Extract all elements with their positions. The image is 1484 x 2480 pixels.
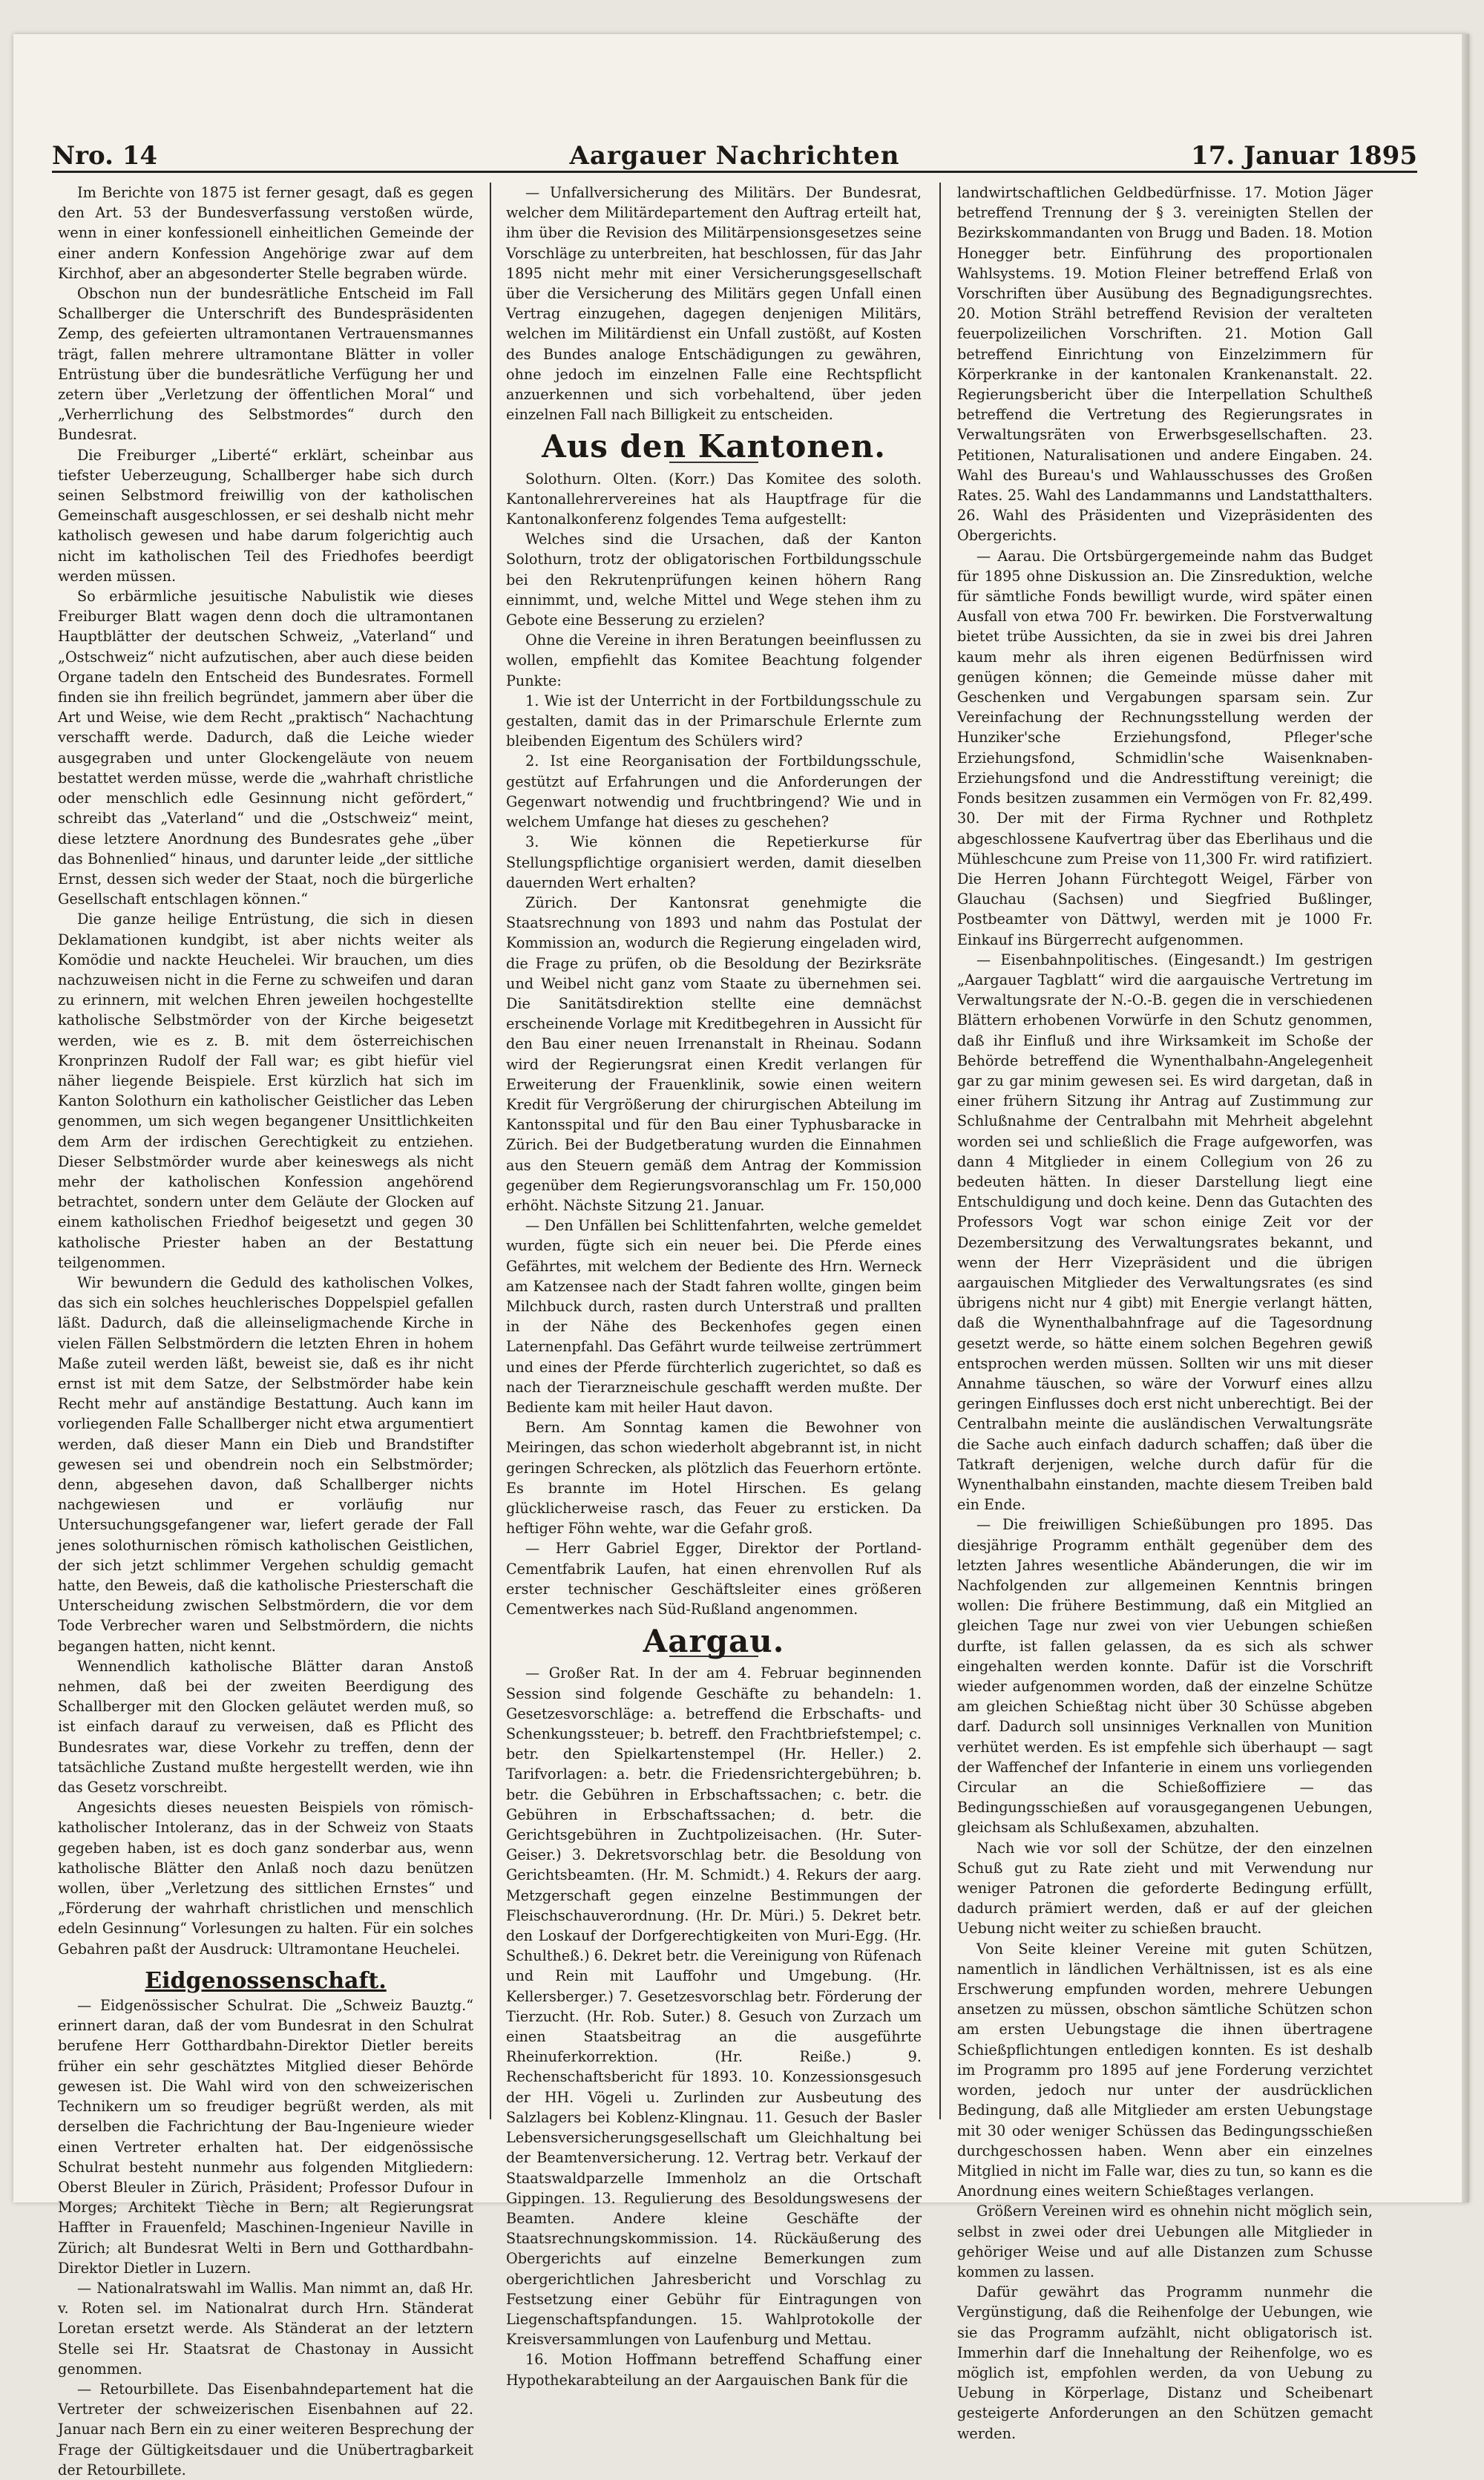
- paragraph: Größern Vereinen wird es ohnehin nicht möglich sein, selbst in zwei oder drei Uebungen alle Mitglieder in gehöriger Weise und auf alle Distanzen zum Schusse kommen zu lassen.: [957, 2202, 1373, 2280]
- paragraph: Wir bewundern die Geduld des katholischen Volkes, das sich ein solches heuchlerisches Doppelspiel gefallen läßt. Dadurch, daß die alleinseligmachende Kirche in vielen Fällen Selbstmördern die letzten Ehren in hohem Maße zuteil werden läßt, beweist sie, daß es ihr nicht ernst ist mit dem Satze, der Selbstmörder habe kein Recht mehr auf anständige Bestattung. Auch kann im vorliegenden Falle Schallberger nicht etwa argumentiert werden, daß dieser Mann ein Dieb und Brandstifter gewesen sei und obendrein noch ein Selbstmörder; denn, abgesehen davon, daß Schallberger nichts nachgewiesen und er vorläufig nur Untersuchungsgefangener war, liefert gerade der Fall jenes solothurnischen römisch katholischen Geistlichen, der sich jetzt schlimmer Vergehen schuldig gemacht hatte, den Beweis, daß die katholische Priesterschaft die Unterscheidung zwischen Selbstmördern, die vor dem Tode Verbrecher waren und Selbstmördern, die nichts begangen hatten, nicht kennt.: [58, 1273, 473, 1655]
- issue-number: Nro. 14: [52, 141, 158, 171]
- paragraph: — Retourbillete. Das Eisenbahndepartement hat die Vertreter der schweizerischen Eisenbahnen auf 22. Januar nach Bern ein zu einer weiteren Besprechung der Frage der Gültigkeitsdauer und die Unübertragbarkeit der Retourbillete.: [58, 2380, 473, 2479]
- paragraph: Angesichts dieses neuesten Beispiels von römisch-katholischer Intoleranz, das in der Schweiz von Staats gegeben haben, ist es doch ganz sonderbar aus, wenn katholische Blätter den Anlaß noch dazu benützen wollen, über „Verletzung des sittlichen Ernstes“ und „Förderung der wahrhaft christlichen und menschlich edeln Gesinnung“ Vorlesungen zu halten. Für ein solches Gebahren paßt der Ausdruck: Ultramontane Heuchelei.: [58, 1799, 473, 1958]
- paragraph: — Herr Gabriel Egger, Direktor der Portland-Cementfabrik Laufen, hat einen ehrenvollen Ruf als erster technischer Geschäftsleiter eines größeren Cementwerkes nach Süd-Rußland angenommen.: [506, 1540, 922, 1618]
- masthead-rule: [52, 171, 1417, 173]
- paragraph: — Den Unfällen bei Schlittenfahrten, welche gemeldet wurden, fügte sich ein neuer bei. Die Pferde eines Gefährtes, mit welchem der Bediente des Hrn. Werneck am Katzensee nach der Stadt fahren wollte, gingen beim Milchbuck durch, rasten durch Unterstraß und prallten in der Nähe des Beckenhofes gegen einen Laternenpfahl. Das Gefährt wurde teilweise zertrümmert und eines der Pferde fürchterlich zugerichtet, so daß es nach der Tierarzneischule geschafft werden mußte. Der Bediente kam mit heiler Haut davon.: [506, 1217, 922, 1416]
- paragraph: Wennendlich katholische Blätter daran Anstoß nehmen, daß bei der zweiten Beerdigung des Schallberger mit den Glocken geläutet werden muß, so ist einfach darauf zu verweisen, daß es Pflicht des Bundesrates war, diese Vorkehr zu treffen, denn der tatsächliche Zustand mußte hergestellt werden, wie ihn das Gesetz vorschreibt.: [58, 1657, 473, 1797]
- paragraph: Zürich. Der Kantonsrat genehmigte die Staatsrechnung von 1893 und nahm das Postulat der Kommission an, wodurch die Regierung eingeladen wird, die Frage zu prüfen, ob die Besoldung der Bezirksräte und Weibel nicht ganz vom Staate zu übernehmen sei. Die Sanitätsdirektion stellte eine demnächst erscheinende Vorlage mit Kreditbegehren in Aussicht für den Bau einer neuen Irrenanstalt in Rheinau. Sodann wird der Regierungsrat einen Kredit verlangen für Erweiterung der Frauenklinik, sowie einen weitern Kredit für Vergrößerung der chirurgischen Abteilung im Kantonsspital und für den Bau einer Typhusbaracke in Zürich. Bei der Budgetberatung wurden die Einnahmen aus den Steuern gemäß dem Antrag der Kommission gegenüber dem Regierungsvoranschlag um Fr. 150,000 erhöht. Nächste Sitzung 21. Januar.: [506, 893, 922, 1214]
- list-item: 3. Wie können die Repetierkurse für Stellungspflichtige organisiert werden, damit dieselben dauernden Wert erhalten?: [506, 833, 922, 891]
- column-1: [58, 183, 473, 2479]
- paragraph: Die ganze heilige Entrüstung, die sich in diesen Deklamationen kundgibt, ist aber nichts weiter als Komödie und nackte Heuchelei. Wir brauchen, um dies nachzuweisen nicht in die Ferne zu schweifen und daran zu erinnern, mit welchen Ehren jeweilen hochgestellte katholische Selbstmörder von der Kirche beigesetzt werden, wie es z. B. mit dem österreichischen Kronprinzen Rudolf der Fall war; es gibt hiefür viel näher liegende Beispiele. Erst kürzlich hat sich im Kanton Solothurn ein katholischer Geistlicher das Leben genommen, um sich wegen begangener Unsittlichkeiten dem Arm der irdischen Gerechtigkeit zu entziehen. Dieser Selbstmörder wurde aber keineswegs als nicht mehr der katholischen Konfession angehörend betrachtet, sondern unter dem Geläute der Glocken auf einem katholischen Friedhof beigesetzt und gegen 30 katholische Priester haben an der Bestattung teilgenommen.: [58, 911, 473, 1271]
- paragraph: — Großer Rat. In der am 4. Februar beginnenden Session sind folgende Geschäfte zu behandeln: 1. Gesetzesvorschläge: a. betreffend die Erbschafts- und Schenkungssteuer; b. betreff. den Frachtbriefstempel; c. betr. den Spielkartenstempel (Hr. Heller.) 2. Tarifvorlagen: a. betr. die Friedensrichtergebühren; b. betr. die Gebühren in Erbschaftssachen; c. betr. die Gebühren in Erbschaftssachen; d. betr. die Gerichtsgebühren in Zuchtpolizeisachen. (Hr. Suter-Geiser.) 3. Dekretsvorschlag betr. die Besoldung von Gerichtsbeamten. (Hr. M. Schmidt.) 4. Rekurs der aarg. Metzgerschaft gegen einzelne Bestimmungen der Fleischschauverordnung. (Hr. Dr. Müri.) 5. Dekret betr. den Loskauf der Dorfgerechtigkeiten von Muri-Egg. (Hr. Schultheß.) 6. Dekret betr. die Vereinigung von Rüfenach und Rein mit Lauffohr und Umgebung. (Hr. Kellersberger.) 7. Gesetzesvorschlag betr. Förderung der Tierzucht. (Hr. Rob. Suter.) 8. Gesuch von Zurzach um einen Staatsbeitrag an die ausgeführte Rheinuferkorrektion. (Hr. Reiße.) 9. Rechenschaftsbericht für 1893. 10. Konzessionsgesuch der HH. Vögeli u. Zurlinden zur Ausbeutung des Salzlagers bei Koblenz-Klingnau. 11. Gesuch der Basler Lebensversicherungsgesellschaft um Gleichhaltung bei der Beamtenversicherung. 12. Vertrag betr. Verkauf der Staatswaldparzelle Immenholz an die Ortschaft Gippingen. 13. Regulierung des Besoldungswesens der Beamten. Andere kleine Geschäfte der Staatsrechnungskommission. 14. Rückäußerung des Obergerichts auf einzelne Bemerkungen zum obergerichtlichen Jahresbericht und Vorschlag zu Festsetzung einer Gebühr für Eintragungen von Liegenschaftspfandungen. 15. Wahlprotokolle der Kreisversammlungen von Laufenburg und Mettau.: [506, 1664, 922, 2349]
- paragraph: So erbärmliche jesuitische Nabulistik wie dieses Freiburger Blatt wagen denn doch die ultramontanen Hauptblätter der deutschen Schweiz, „Vaterland“ und „Ostschweiz“ nicht aufzutischen, aber auch diese beiden Organe tadeln den Entscheid des Bundesrates. Formell finden sie ihn freilich begründet, jammern aber über die Art und Weise, wie dem Recht „praktisch“ Nachachtung verschafft werde. Dadurch, daß die Leiche wieder ausgegraben und unter Glockengeläute von neuem bestattet werden müsse, werde die „wahrhaft christliche oder menschlich edle Gesinnung nicht gefördert,“ schreibt das „Vaterland“ und die „Ostschweiz“ meint, diese letztere Anordnung des Bundesrates gehe „über das Bohnenlied“ hinaus, und darunter leide „der sittliche Ernst, dessen sich weder der Staat, noch die bürgerliche Gesellschaft entschlagen können.“: [58, 588, 473, 908]
- paragraph: — Aarau. Die Ortsbürgergemeinde nahm das Budget für 1895 ohne Diskussion an. Die Zinsreduktion, welche für sämtliche Fonds bewilligt wurde, wird später einen Ausfall von etwa 700 Fr. bewirken. Die Forstverwaltung bietet trübe Aussichten, da sie in zwei bis drei Jahren kaum mehr als ihren eigenen Bedürfnissen wird genügen können; die Gemeinde müsse daher mit Geschenken und Vergabungen sparsam sein. Zur Vereinfachung der Rechnungsstellung werden der Hunziker'sche Erziehungsfond, Pfleger'sche Erziehungsfond, Schmidlin'sche Waisenknaben-Erziehungsfond und die Andresstiftung vereinigt; die Fonds besitzen zusammen ein Vermögen von Fr. 82,499. 30. Der mit der Firma Rychner und Rothpletz abgeschlossene Kaufvertrag über das Eberlihaus und die Mühleschcune zum Preise von 11,300 Fr. wird ratifiziert. Die Herren Johann Fürchtegott Weigel, Färber von Glauchau (Sachsen) und Siegfried Bußlinger, Postbeamter von Dättwyl, werden mit je 1000 Fr. Einkauf ins Bürgerrecht aufgenommen.: [957, 547, 1373, 948]
- paragraph: Ohne die Vereine in ihren Beratungen beeinflussen zu wollen, empfiehlt das Komitee Beachtung folgender Punkte:: [506, 632, 922, 689]
- paragraph: — Eisenbahnpolitisches. (Eingesandt.) Im gestrigen „Aargauer Tagblatt“ wird die aargauische Vertretung im Verwaltungsrate der N.-O.-B. gegen die in verschiedenen Blättern erhobenen Vorwürfe in den Schutz genommen, daß ihr Einfluß und ihre Wirksamkeit im Schoße der Behörde betreffend die Wynenthalbahn-Angelegenheit gar zu gar minim gewesen sei. Es wird dargetan, daß in einer frühern Sitzung ihr Antrag auf Zustimmung zur Schlußnahme der Centralbahn mit Mehrheit abgelehnt worden sei und schließlich die Frage aufgeworfen, was dann 4 Mitglieder in einem Collegium von 26 zu bedeuten hätten. In dieser Darstellung liegt eine Entschuldigung und doch keine. Denn das Gutachten des Professors Vogt war schon einige Zeit vor der Dezembersitzung des Verwaltungsrates bekannt, und wenn der Herr Vizepräsident und die übrigen aargauischen Mitglieder des Verwaltungsrates (es sind übrigens nicht nur 4 gibt) mit Energie verlangt hätten, daß die Wynenthalbahnfrage auf die Tagesordnung gesetzt werde, so hätte einem solchen Begehren gewiß entsprochen werden müssen. Sollten wir uns mit dieser Annahme täuschen, so wäre der Vorwurf eines allzu geringen Einflusses doch erst nicht unberechtigt. Bei der Centralbahn meinte die ausländischen Verwaltungsräte die Sache auch einfach dadurch schaffen; daß über die Tatkraft derjenigen, welche durch dafür für die Wynenthalbahn einstanden, machte diesem Treiben bald ein Ende.: [957, 951, 1373, 1514]
- column-3: [957, 183, 1373, 2442]
- page-gutter: [1462, 34, 1469, 2202]
- paragraph: — Nationalratswahl im Wallis. Man nimmt an, daß Hr. v. Roten sel. im Nationalrat durch Hrn. Ständerat Loretan ersetzt werde. Als Ständerat an der letztern Stelle sei Hr. Staatsrat de Chastonay in Aussicht genommen.: [58, 2279, 473, 2378]
- question-list: [506, 691, 922, 893]
- paragraph: Dafür gewährt das Programm nunmehr die Vergünstigung, daß die Reihenfolge der Uebungen, wie sie das Programm aufzählt, nicht obligatorisch ist. Immerhin darf die Innehaltung der Reihenfolge, wo es möglich ist, empfohlen werden, da von Uebung zu Uebung in Körperlage, Distanz und Scheibenart gesteigerte Anforderungen an den Schützen gemacht werden.: [957, 2283, 1373, 2442]
- list-item: 2. Ist eine Reorganisation der Fortbildungsschule, gestützt auf Erfahrungen und die Anforderungen der Gegenwart notwendig und fruchtbringend? Wie und in welchem Umfange hat dieses zu geschehen?: [506, 752, 922, 831]
- section-heading-kantone: Aus den Kantonen.: [542, 428, 886, 465]
- paragraph: landwirtschaftlichen Geldbedürfnisse. 17. Motion Jäger betreffend Trennung der § 3. vereinigten Stellen der Bezirkskommandanten von Brugg und Baden. 18. Motion Honegger betr. Einführung des proportionalen Wahlsystems. 19. Motion Fleiner betreffend Erlaß von Vorschriften über Ausübung des Begnadigungsrechtes. 20. Motion Strähl betreffend Revision der veralteten feuerpolizeilichen Vorschriften. 21. Motion Gall betreffend Einrichtung von Einzelzimmern für Körperkranke in der kantonalen Krankenanstalt. 22. Regierungsbericht über die Interpellation Schultheß betreffend die Vertretung des Regierungsrates in Verwaltungsräten von Erwerbsgesellschaften. 23. Petitionen, Naturalisationen und andere Eingaben. 24. Wahl des Bureau's und Wahlausschusses des Großen Rates. 25. Wahl des Landammanns und Landstatthalters. 26. Wahl des Präsidenten und Vizepräsidenten des Obergerichts.: [957, 184, 1373, 545]
- paragraph: — Die freiwilligen Schießübungen pro 1895. Das diesjährige Programm enthält gegenüber dem des letzten Jahres wesentliche Abänderungen, die wir im Nachfolgenden zur allgemeinen Kenntnis bringen wollen: Die frühere Bestimmung, daß ein Mitglied an gleichen Tage nur zwei von vier Uebungen schießen durfte, ist fallen gelassen, da es sich als schwer eingehalten werden konnte. Dafür ist die Vorschrift wieder aufgenommen worden, daß der einzelne Schütze am gleichen Schießtag nicht über 30 Schüsse abgeben darf. Dadurch soll unsinniges Verknallen von Munition verhütet werden. Es ist empfehle sich überhaupt — sagt der Waffenchef der Infanterie in einem uns vorliegenden Circular an die Schießoffiziere — das Bedingungsschießen auf vorausgegangenen Uebungen, gleichsam als Schlußexamen, abzuhalten.: [957, 1516, 1373, 1837]
- newspaper-title: Aargauer Nachrichten: [569, 141, 900, 171]
- column-divider: [939, 183, 941, 2119]
- list-item: 1. Wie ist der Unterricht in der Fortbildungsschule zu gestalten, damit das in der Primarschule Erlernte zum bleibenden Eigentum des Schülers wird?: [506, 692, 922, 750]
- paragraph: 16. Motion Hoffmann betreffend Schaffung einer Hypothekarabteilung an der Aargauischen Bank für die: [506, 2351, 922, 2389]
- paragraph: Obschon nun der bundesrätliche Entscheid im Fall Schallberger die Unterschrift des Bundespräsidenten Zemp, des gefeierten ultramontanen Vertrauensmannes trägt, fallen mehrere ultramontane Blätter in voller Entrüstung über die bundesrätliche Verfügung her und zetern über „Verletzung der öffentlichen Moral“ und „Verherrlichung des Selbstmordes“ durch den Bundesrat.: [58, 285, 473, 444]
- paragraph: Im Berichte von 1875 ist ferner gesagt, daß es gegen den Art. 53 der Bundesverfassung verstoßen würde, wenn in einer konfessionell einheitlichen Gemeinde der einer andern Konfession Angehörige zwar auf dem Kirchhof, aber an abgesonderter Stelle begraben würde.: [58, 184, 473, 282]
- paragraph: Die Freiburger „Liberté“ erklärt, scheinbar aus tiefster Ueberzeugung, Schallberger habe sich durch seinen Selbstmord freiwillig von der katholischen Gemeinschaft ausgeschlossen, er sei deshalb nicht mehr katholisch gewesen und habe darum folgerichtig auch nicht im katholischen Teil des Friedhofes beerdigt werden müssen.: [58, 446, 473, 585]
- paragraph: Bern. Am Sonntag kamen die Bewohner von Meiringen, das schon wiederholt abgebrannt ist, in nicht geringen Schrecken, als plötzlich das Feuerhorn ertönte. Es brannte im Hotel Hirschen. Es gelang glücklicherweise rasch, das Feuer zu ersticken. Da heftiger Föhn wehte, war die Gefahr groß.: [506, 1419, 922, 1538]
- paragraph: Welches sind die Ursachen, daß der Kanton Solothurn, trotz der obligatorischen Fortbildungsschule bei den Rekrutenprüfungen keinen höhern Rang einnimmt, und, welche Mittel und Wege stehen ihm zu Gebote eine Besserung zu erzielen?: [506, 531, 922, 629]
- paragraph: — Eidgenössischer Schulrat. Die „Schweiz Bauztg.“ erinnert daran, daß der vom Bundesrat in den Schulrat berufene Herr Gotthardbahn-Direktor Dietler bereits früher ein sehr geschätztes Mitglied dieser Behörde gewesen ist. Die Wahl wird von den schweizerischen Technikern um so freudiger begrüßt werden, als mit derselben die Fachrichtung der Bau-Ingenieure wieder einen Vertreter erhalten hat. Der eidgenössische Schulrat besteht nunmehr aus folgenden Mitgliedern: Oberst Bleuler in Zürich, Präsident; Professor Dufour in Morges; Architekt Tièche in Bern; alt Regierungsrat Haffter in Frauenfeld; Maschinen-Ingenieur Naville in Zürich; alt Bundesrat Welti in Bern und Gotthardbahn-Direktor Dietler in Luzern.: [58, 1997, 473, 2277]
- section-heading-aargau: Aargau.: [643, 1623, 785, 1660]
- paragraph: Solothurn. Olten. (Korr.) Das Komitee des soloth. Kantonallehrervereines hat als Hauptfrage für die Kantonalkonferenz folgendes Tema aufgestellt:: [506, 470, 922, 528]
- issue-date: 17. Januar 1895: [1191, 141, 1417, 171]
- column-2: [506, 183, 922, 2389]
- paragraph: Nach wie vor soll der Schütze, der den einzelnen Schuß gut zu Rate zieht und mit Verwendung nur weniger Patronen die geforderte Bedingung erfüllt, dadurch prämiert werden, daß er auf der gleichen Uebung nicht weiter zu schießen braucht.: [957, 1839, 1373, 1938]
- paragraph: — Unfallversicherung des Militärs. Der Bundesrat, welcher dem Militärdepartement den Auftrag erteilt hat, ihm über die Revision des Militärpensionsgesetzes seine Vorschläge zu unterbreiten, hat beschlossen, für das Jahr 1895 nicht mehr mit einer Versicherungsgesellschaft über die Versicherung des Militärs gegen Unfall einen Vertrag einzugehen, dagegen denjenigen Militärs, welchen im Militärdienst ein Unfall zustößt, auf Kosten des Bundes analoge Entschädigungen zu gewähren, ohne jedoch im einzelnen Falle eine Rechtspflicht anzuerkennen und sich vorbehaltend, über jeden einzelnen Fall nach Billigkeit zu entscheiden.: [506, 184, 922, 424]
- paragraph: Von Seite kleiner Vereine mit guten Schützen, namentlich in ländlichen Verhältnissen, ist es als eine Erschwerung empfunden worden, mehrere Uebungen ansetzen zu müssen, obschon sämtliche Schützen schon am ersten Uebungstage die ihnen übertragene Schießpflichtungen entledigen konnten. Es ist deshalb im Programm pro 1895 auf jene Forderung verzichtet worden, jedoch nur unter der ausdrücklichen Bedingung, daß alle Mitglieder am ersten Uebungstage mit 30 oder weniger Schüssen das Bedingungsschießen durchgeschossen haben. Wenn aber ein einzelnes Mitglied in nicht im Falle war, dies zu tun, so kann es die Anordnung eines weitern Schießtages verlangen.: [957, 1940, 1373, 2200]
- section-heading-eidgenossenschaft: Eidgenossenschaft.: [145, 1967, 387, 1994]
- column-divider: [490, 183, 491, 2119]
